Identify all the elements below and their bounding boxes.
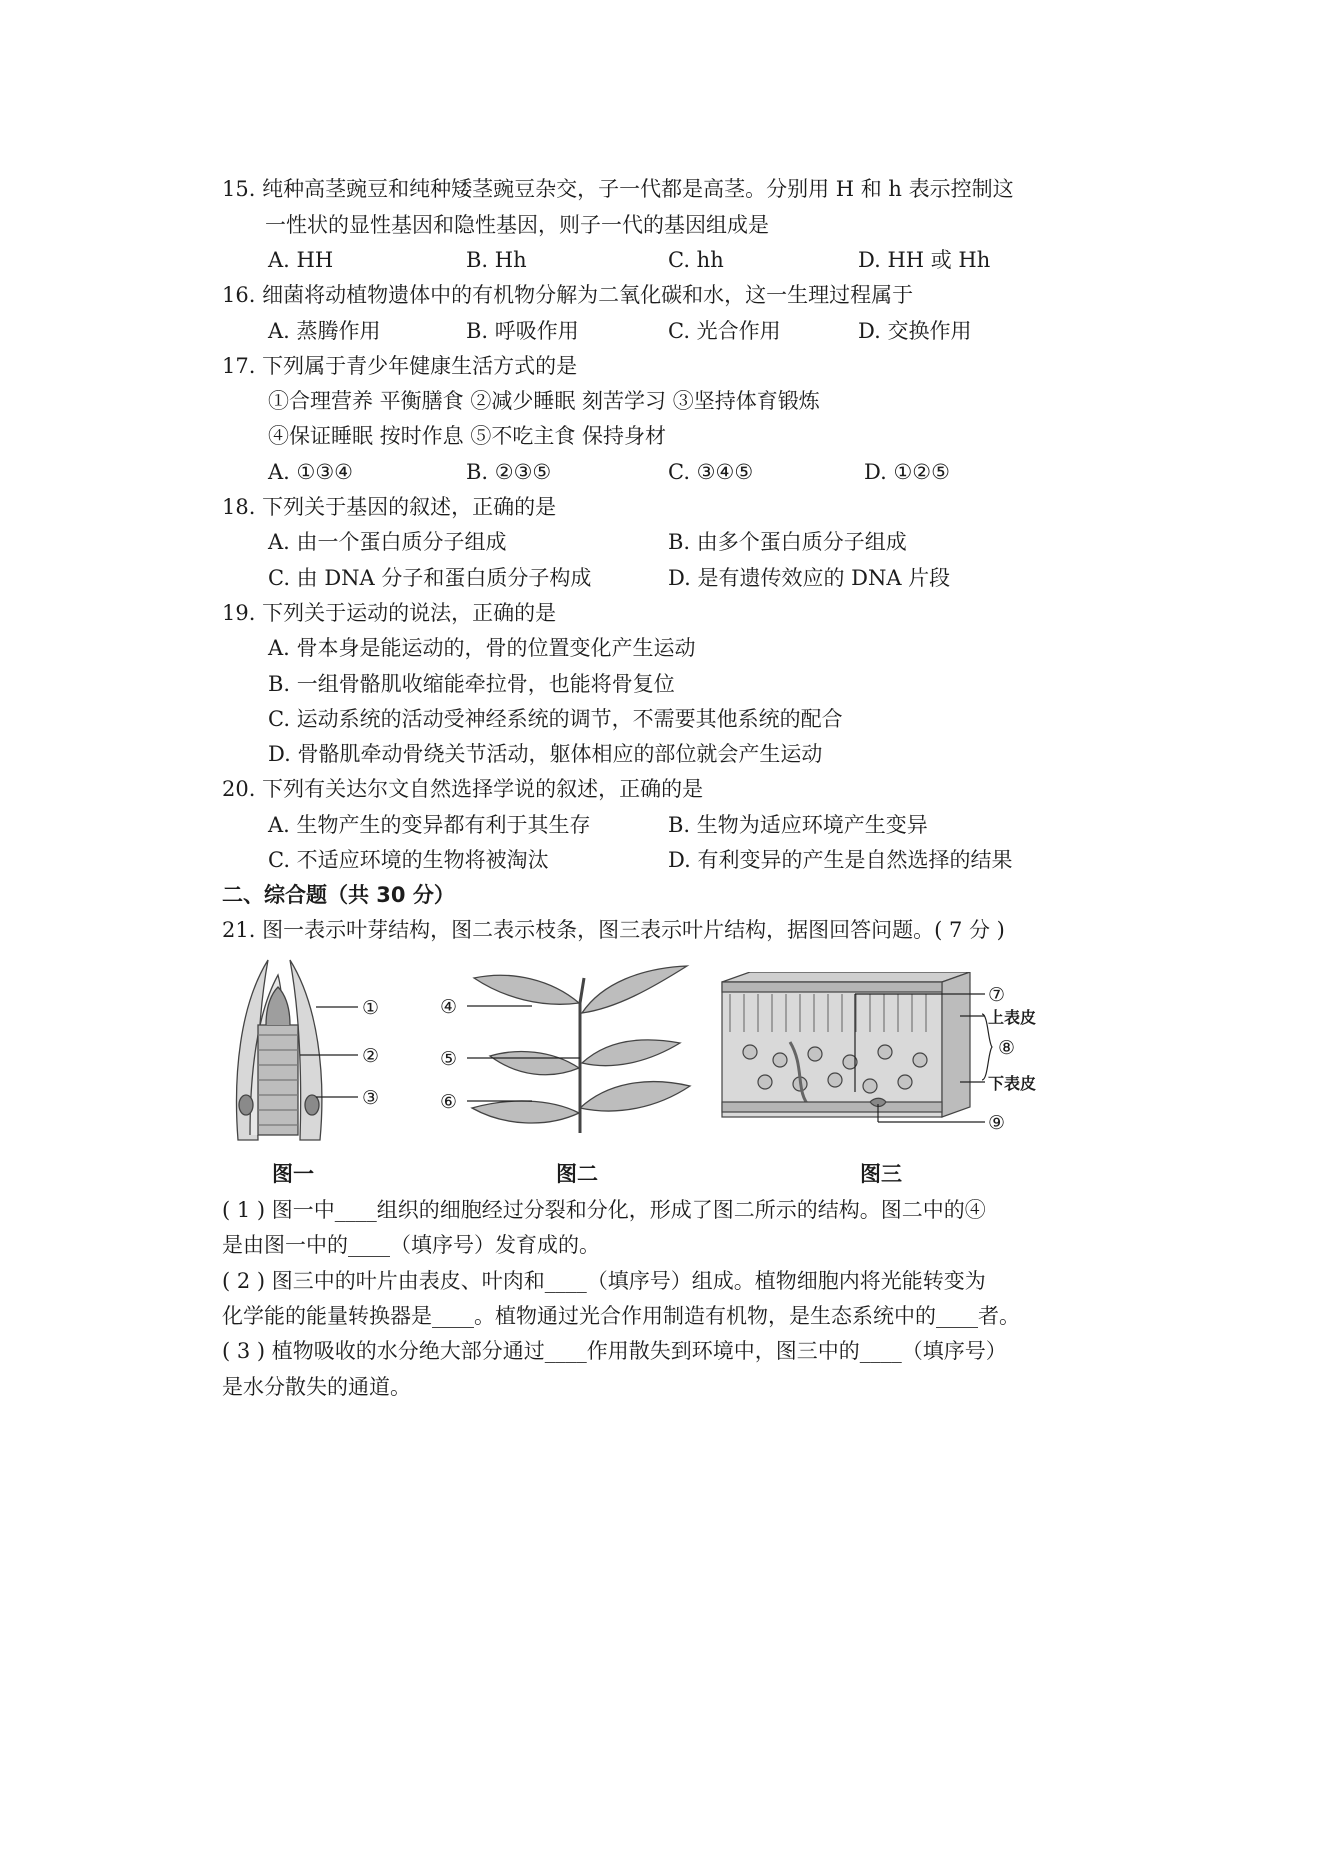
q19-option-d: D. 骨骼肌牵动骨绕关节活动，躯体相应的部位就会产生运动 [268,742,823,766]
q15-option-b: B. Hh [466,248,527,272]
fig2-label-4: ④ [440,996,458,1018]
q19-option-b: B. 一组骨骼肌收缩能牵拉骨，也能将骨复位 [268,672,675,696]
q20-option-d: D. 有利变异的产生是自然选择的结果 [668,848,1013,872]
q18-option-b: B. 由多个蛋白质分子组成 [668,530,907,554]
q17-items-line2: ④保证睡眠 按时作息 ⑤不吃主食 保持身材 [268,424,667,448]
q15-option-d: D. HH 或 Hh [858,248,991,272]
fig3-label-7: ⑦ [988,984,1006,1006]
q20-stem: 20. 下列有关达尔文自然选择学说的叙述，正确的是 [222,777,704,801]
q20-option-c: C. 不适应环境的生物将被淘汰 [268,848,549,872]
section-title: 二、综合题（共 30 分） [222,883,455,907]
q15-stem-cont: 一性状的显性基因和隐性基因，则子一代的基因组成是 [265,213,769,237]
fig1-caption: 图一 [272,1162,314,1186]
q15-option-a: A. HH [268,248,334,272]
q21-stem: 21. 图一表示叶芽结构，图二表示枝条，图三表示叶片结构，据图回答问题。( 7 分 ) [222,918,1005,942]
q15-stem: 15. 纯种高茎豌豆和纯种矮茎豌豆杂交，子一代都是高茎。分别用 H 和 h 表示控制这 [222,177,1014,201]
q18-option-a: A. 由一个蛋白质分子组成 [268,530,507,554]
q19-stem: 19. 下列关于运动的说法，正确的是 [222,601,557,625]
q16-option-a: A. 蒸腾作用 [268,319,381,343]
fig2-caption: 图二 [556,1162,598,1186]
q19-option-c: C. 运动系统的活动受神经系统的调节，不需要其他系统的配合 [268,707,843,731]
fig3-caption: 图三 [860,1162,902,1186]
branch-figure [432,958,702,1138]
fig1-label-1: ① [362,997,380,1019]
q17-option-d: D. ①②⑤ [864,460,950,484]
q16-stem: 16. 细菌将动植物遗体中的有机物分解为二氧化碳和水，这一生理过程属于 [222,283,914,307]
q17-option-b: B. ②③⑤ [466,460,552,484]
q15-option-c: C. hh [668,248,724,272]
q21-sub3-line1: ( 3 ) 植物吸收的水分绝大部分通过____作用散失到环境中，图三中的____（填序号） [222,1339,1007,1363]
q18-stem: 18. 下列关于基因的叙述，正确的是 [222,495,557,519]
q18-option-d: D. 是有遗传效应的 DNA 片段 [668,566,951,590]
q20-option-b: B. 生物为适应环境产生变异 [668,813,928,837]
leaf-section-figure [720,972,1060,1152]
q21-sub2-line1: ( 2 ) 图三中的叶片由表皮、叶肉和____（填序号）组成。植物细胞内将光能转变为 [222,1269,986,1293]
q17-option-c: C. ③④⑤ [668,460,754,484]
leaf-bud-figure [228,955,398,1145]
fig3-label-9: ⑨ [988,1112,1006,1134]
q16-option-b: B. 呼吸作用 [466,319,579,343]
fig3-label-lower-epidermis: 下表皮 [988,1074,1037,1093]
q17-option-a: A. ①③④ [268,460,353,484]
q21-sub2-line2: 化学能的能量转换器是____。植物通过光合作用制造有机物，是生态系统中的____者。 [222,1304,1020,1328]
q19-option-a: A. 骨本身是能运动的，骨的位置变化产生运动 [268,636,696,660]
q18-option-c: C. 由 DNA 分子和蛋白质分子构成 [268,566,592,590]
q17-stem: 17. 下列属于青少年健康生活方式的是 [222,354,578,378]
q17-items-line1: ①合理营养 平衡膳食 ②减少睡眠 刻苦学习 ③坚持体育锻炼 [268,389,820,413]
fig2-label-6: ⑥ [440,1091,458,1113]
fig1-label-2: ② [362,1045,380,1067]
q21-sub1-line1: ( 1 ) 图一中____组织的细胞经过分裂和分化，形成了图二所示的结构。图二中的④ [222,1198,986,1222]
fig1-label-3: ③ [362,1087,380,1109]
fig2-label-5: ⑤ [440,1048,458,1070]
q21-sub3-line2: 是水分散失的通道。 [222,1375,411,1399]
q16-option-d: D. 交换作用 [858,319,972,343]
q16-option-c: C. 光合作用 [668,319,781,343]
q20-option-a: A. 生物产生的变异都有利于其生存 [268,813,591,837]
fig3-label-8: ⑧ [998,1037,1016,1059]
fig3-label-upper-epidermis: 上表皮 [988,1008,1037,1027]
q21-sub1-line2: 是由图一中的____（填序号）发育成的。 [222,1233,600,1257]
